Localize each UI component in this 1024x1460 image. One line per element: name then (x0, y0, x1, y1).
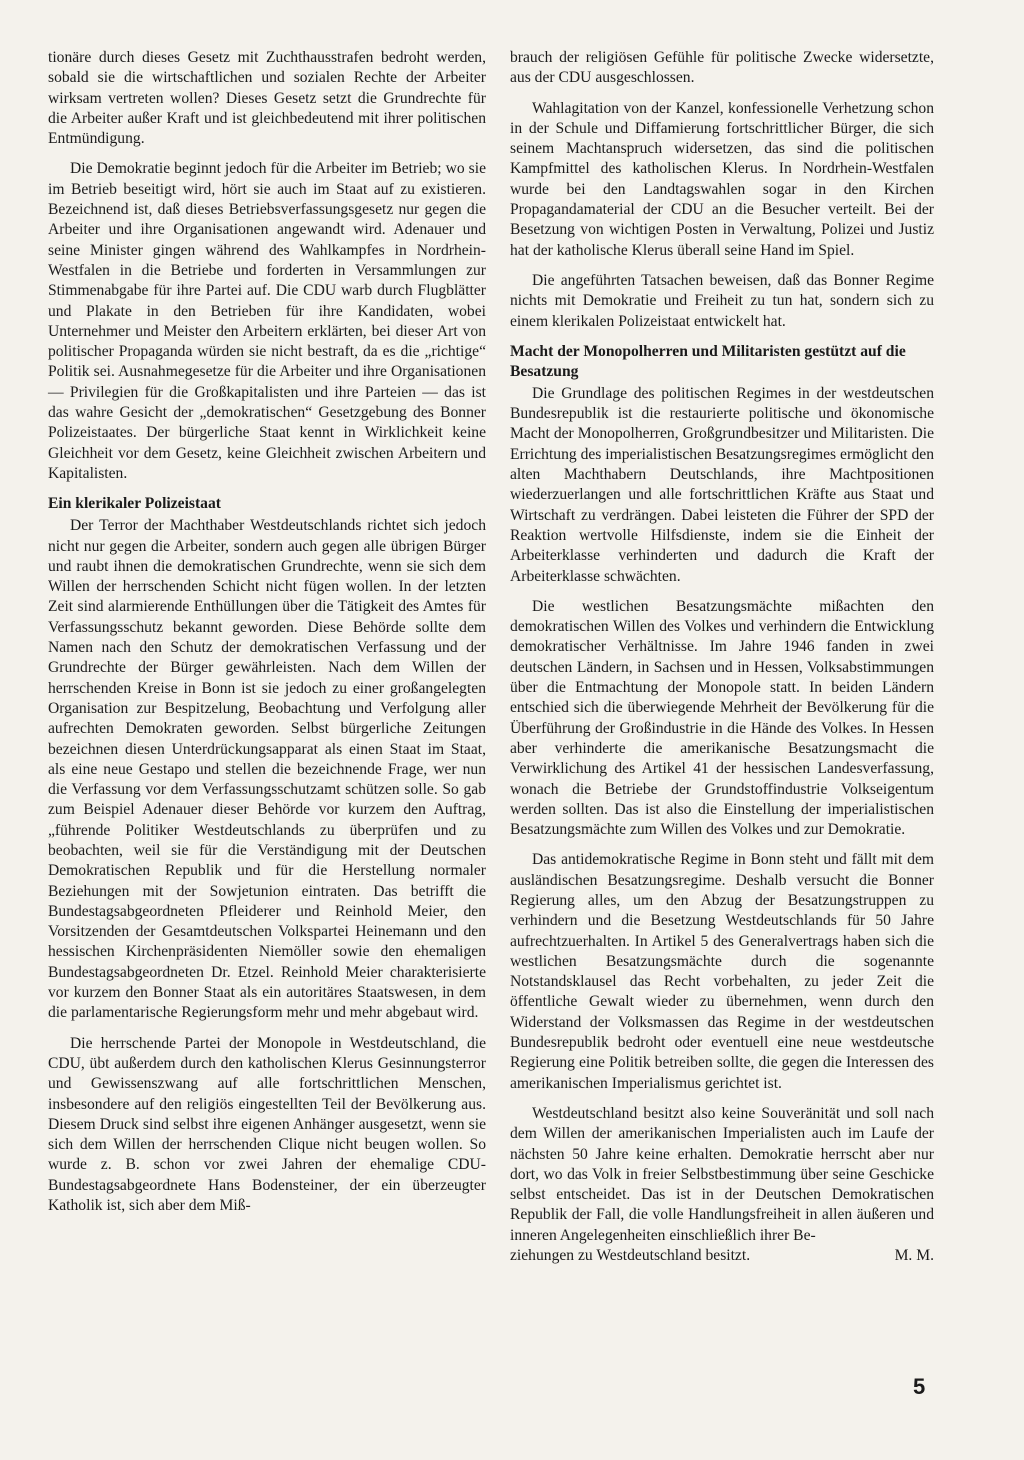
author-signature: M. M. (894, 1247, 934, 1265)
paragraph: Die Demokratie beginnt jedoch für die Arbeiter im Betrieb; wo sie im Betrieb beseitigt wird, hört sie auch im Staat auf zu existieren. Bezeichnend ist, daß dieses Betriebsverfassungsgesetz nur gegen die Arbeiter und ihre Organisationen angewandt wird. Adenauer und seine Minister gingen während des Wahlkampfes in Nordrhein-Westfalen in die Betriebe und forderten in Versammlungen zur Stimmenabgabe für ihre Partei auf. Die CDU warb durch Flugblätter und Plakate in den Betrieben für ihre Kandidaten, wobei Unternehmer und Meister den Arbeitern erklärten, bei dieser Art von politischer Propaganda würden sie nicht bestraft, da es die „richtige“ Politik sei. Ausnahmegesetze für die Arbeiter und ihre Organisationen — Privilegien für die Großkapitalisten und ihre Parteien — das ist das wahre Gesicht der „demokratischen“ Gesetzgebung des Bonner Polizeistaates. Der bürgerliche Staat kennt in Wirklichkeit keine Gleichheit vor dem Gesetz, keine Gleichheit zwischen Arbeitern und Kapitalisten. (48, 160, 486, 482)
right-column (510, 48, 934, 1266)
paragraph: Der Terror der Machthaber Westdeutschlands richtet sich jedoch nicht nur gegen die Arbeiter, sondern auch gegen alle übrigen Bürger und raubt ihnen die demokratischen Grundrechte, wenn sie sich dem Willen der herrschenden Schicht nicht fügen wollen. In der letzten Zeit sind alarmierende Enthüllungen über die Tätigkeit des Amtes für Verfassungsschutz bekannt geworden. Diese Behörde sollte dem Namen nach den Schutz der demokratischen Verfassung und der Grundrechte der Bürger gewährleisten. Nach dem Willen der herrschenden Kreise in Bonn ist sie jedoch zu einer großangelegten Organisation zur Bespitzelung, Beobachtung und Verfolgung aller aufrechten Demokraten geworden. Selbst bürgerliche Zeitungen bezeichnen diesen Unterdrückungsapparat als einen Staat im Staat, als eine neue Gestapo und stellen die bezeichnende Frage, wer nun die Verfassung vor dem Verfassungsschutzamt schützen solle. So gab zum Beispiel Adenauer dieser Behörde vor kurzem den Auftrag, „führende Politiker Westdeutschlands zu überprüfen und zu beobachten, weil sie für die Verständigung mit der Deutschen Demokratischen Republik und für die Herstellung normaler Beziehungen mit der Sowjetunion eintraten. Das betrifft die Bundestagsabgeordneten Pfleiderer und Reinhold Meier, den Vorsitzenden der Gesamtdeutschen Volkspartei Heinemann und den hessischen Kirchenpräsidenten Niemöller sowie den ehemaligen Bundestagsabgeordneten Dr. Etzel. Reinhold Meier charakterisierte vor kurzem den Bonner Staat als ein autoritäres Staatswesen, in dem die parlamentarische Regierungsform mehr und mehr abgebaut wird. (48, 517, 486, 1022)
paragraph: Die angeführten Tatsachen beweisen, daß das Bonner Regime nichts mit Demokratie und Freiheit zu tun hat, sondern sich zu einem klerikalen Polizeistaat entwickelt hat. (510, 271, 934, 330)
paragraph: Wahlagitation von der Kanzel, konfessionelle Verhetzung schon in der Schule und Diffamierung fortschrittlicher Bürger, die sich seinem Machtanspruch widersetzen, das sind die politischen Kampfmittel des katholischen Klerus. In Nordrhein-Westfalen wurde bei den Landtagswahlen sogar in den Kirchen Propagandamaterial der CDU an die Besucher verteilt. Bei der Besetzung von wichtigen Posten in Verwaltung, Polizei und Justiz hat der katholische Klerus überall seine Hand im Spiel. (510, 99, 934, 259)
paragraph: brauch der religiösen Gefühle für politische Zwecke widersetzte, aus der CDU ausgeschlossen. (510, 49, 934, 87)
closing-line (510, 1246, 934, 1266)
paragraph: Westdeutschland besitzt also keine Souveränität und soll nach dem Willen der amerikanischen Imperialisten auch im Laufe der nächsten 50 Jahre keine erhalten. Demokratie herrscht aber nur dort, wo das Volk in freier Selbstbestimmung über seine Geschicke selbst entscheidet. Das ist in der Deutschen Demokratischen Republik der Fall, die volle Handlungsfreiheit in allen äußeren und inneren Angelegenheiten einschließlich ihrer Be- (510, 1104, 934, 1244)
paragraph: Das antidemokratische Regime in Bonn steht und fällt mit dem ausländischen Besatzungsregime. Deshalb versucht die Bonner Regierung alles, um den Abzug der Besatzungstruppen zu verhindern und die Besetzung Westdeutschlands für 50 Jahre aufrechtzuerhalten. In Artikel 5 des Generalvertrags haben sich die westlichen Besatzungsmächte durch die sogenannte Notstandsklausel das Recht vorbehalten, zu jeder Zeit die öffentliche Gewalt wieder zu übernehmen, wenn durch den Widerstand der Volksmassen das Regime in der westdeutschen Bundesrepublik bedroht oder eventuell eine neue westdeutsche Regierung eine Politik betreiben sollte, die gegen die Interessen des amerikanischen Imperialismus gerichtet ist. (510, 851, 934, 1092)
paragraph: tionäre durch dieses Gesetz mit Zuchthausstrafen bedroht werden, sobald sie die wirtschaftlichen und sozialen Rechte der Arbeiter wirksam vertreten wollen? Dieses Gesetz setzt die Grundrechte für die Arbeiter außer Kraft und ist gleichbedeutend mit ihrer politischen Entmündigung. (48, 49, 486, 148)
paragraph: Die Grundlage des politischen Regimes in der westdeutschen Bundesrepublik ist die restaurierte politische und ökonomische Macht der Monopolherren, Großgrundbesitzer und Militaristen. Die Errichtung des imperialistischen Besatzungsregimes ermöglicht den alten Machthabern Deutschlands, ihre Machtpositionen wiederzuerlangen und alle fortschrittlichen Kräfte aus Staat und Wirtschaft zu verdrängen. Dabei leisteten die Führer der SPD der Reaktion wertvolle Hilfsdienste, indem sie die Einheit der Arbeiterklasse verhinderten und dadurch die Kraft der Arbeiterklasse schwächten. (510, 384, 934, 585)
paragraph: Die herrschende Partei der Monopole in Westdeutschland, die CDU, übt außerdem durch den katholischen Klerus Gesinnungsterror und Gewissenszwang auf alle fortschrittlichen Menschen, insbesondere auf den religiös eingestellten Teil der Bevölkerung aus. Diesem Druck sind selbst ihre eigenen Anhänger ausgesetzt, wenn sie sich dem Willen der herrschenden Clique nicht beugen wollen. So wurde z. B. schon vor zwei Jahren der ehemalige CDU-Bundestagsabgeordnete Hans Bodensteiner, der ein überzeugter Katholik ist, sich aber dem Miß- (48, 1034, 486, 1215)
section-heading: Macht der Monopolherren und Militaristen gestützt auf die Besatzung (510, 342, 906, 380)
left-column (48, 48, 486, 1226)
section-heading: Ein klerikaler Polizeistaat (48, 495, 221, 513)
paragraph: Die westlichen Besatzungsmächte mißachten den demokratischen Willen des Volkes und verhindern die Entwicklung demokratischer Verhältnisse. Im Jahre 1946 fanden in zwei deutschen Ländern, in Sachsen und in Hessen, Volksabstimmungen über die Entmachtung der Monopole statt. In beiden Ländern entschied sich die überwiegende Mehrheit der Bevölkerung für die Überführung der Großindustrie in die Hände des Volkes. In Hessen aber verhinderte die amerikanische Besatzungsmacht die Verwirklichung des Artikel 41 der hessischen Landesverfassung, wonach die Betriebe der Grundstoffindustrie Volkseigentum werden sollten. Das ist also die Einstellung der imperialistischen Besatzungsmächte zum Willen des Volkes und zur Demokratie. (510, 597, 934, 839)
page-number: 5 (913, 1374, 926, 1399)
closing-text: ziehungen zu Westdeutschland besitzt. (510, 1247, 751, 1265)
